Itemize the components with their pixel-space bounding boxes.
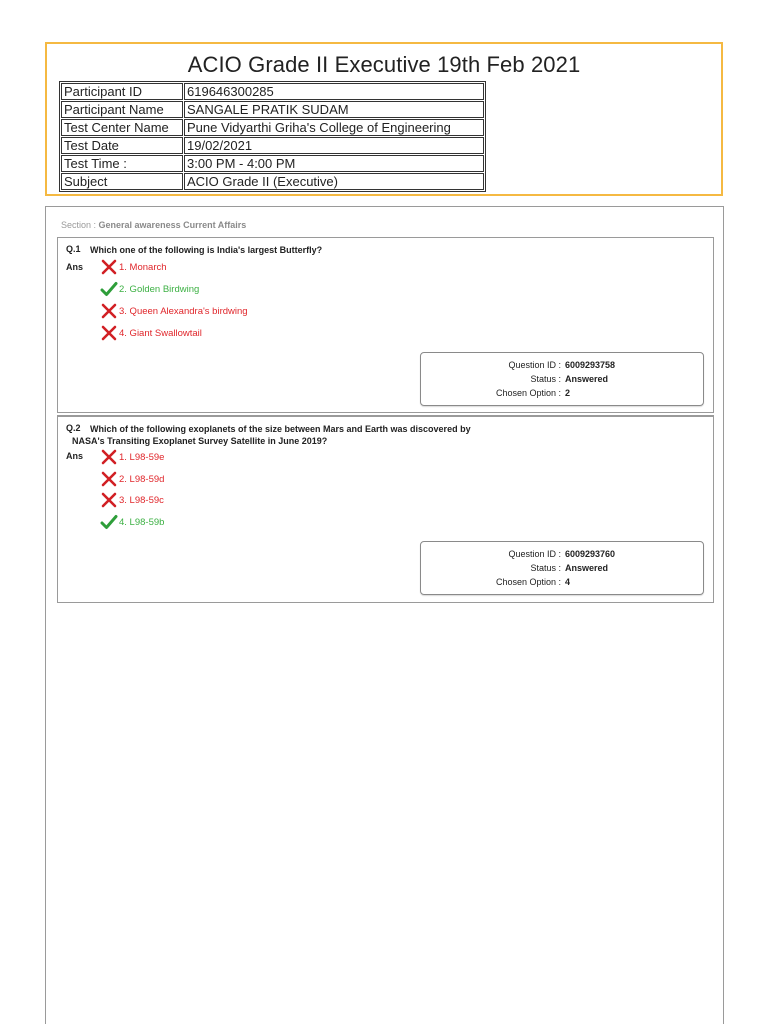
info-value: 3:00 PM - 4:00 PM bbox=[184, 155, 484, 172]
info-value: Pune Vidyarthi Griha's College of Engineering bbox=[184, 119, 484, 136]
option-1 bbox=[100, 449, 164, 465]
cross-icon bbox=[100, 449, 118, 465]
option-text: 4. L98-59b bbox=[119, 516, 165, 528]
check-icon bbox=[100, 281, 118, 297]
cross-icon bbox=[100, 325, 118, 341]
question-section bbox=[45, 206, 724, 1024]
cross-icon bbox=[100, 259, 118, 275]
meta-question-id bbox=[421, 359, 703, 371]
question-meta-box bbox=[420, 352, 704, 406]
meta-label: Chosen Option : bbox=[495, 388, 561, 398]
question-meta-box bbox=[420, 541, 704, 595]
option-3 bbox=[100, 492, 164, 508]
cross-icon bbox=[100, 471, 118, 487]
section-prefix: Section : bbox=[61, 220, 99, 230]
info-row-subject bbox=[61, 173, 484, 190]
option-2 bbox=[100, 281, 199, 297]
info-label: Test Center Name bbox=[61, 119, 183, 136]
option-text: 1. Monarch bbox=[119, 261, 167, 273]
meta-value: 6009293758 bbox=[565, 360, 616, 370]
info-label: Participant Name bbox=[61, 101, 183, 118]
section-label bbox=[61, 220, 246, 230]
meta-value: Answered bbox=[565, 563, 609, 573]
question-text-line-1: Which of the following exoplanets of the size between Mars and Earth was discovered by bbox=[90, 424, 471, 434]
cross-icon bbox=[100, 492, 118, 508]
meta-value: 6009293760 bbox=[565, 549, 616, 559]
info-row-test-time bbox=[61, 155, 484, 172]
ans-label: Ans bbox=[66, 451, 84, 461]
info-value: 19/02/2021 bbox=[184, 137, 484, 154]
info-value: 619646300285 bbox=[184, 83, 484, 100]
option-text: 2. Golden Birdwing bbox=[119, 283, 200, 295]
meta-value: Answered bbox=[565, 374, 609, 384]
meta-status bbox=[421, 373, 703, 385]
meta-label: Status : bbox=[530, 374, 561, 384]
question-text-line-2: NASA's Transiting Exoplanet Survey Satellite in June 2019? bbox=[72, 436, 328, 446]
info-label: Test Date bbox=[61, 137, 183, 154]
question-text: Which one of the following is India's largest Butterfly? bbox=[90, 245, 323, 255]
option-text: 3. Queen Alexandra's birdwing bbox=[119, 305, 248, 317]
ans-label: Ans bbox=[66, 262, 84, 272]
info-label: Test Time : bbox=[61, 155, 183, 172]
meta-label: Question ID : bbox=[508, 360, 561, 370]
meta-label: Status : bbox=[530, 563, 561, 573]
option-text: 1. L98-59e bbox=[119, 451, 165, 463]
option-text: 3. L98-59c bbox=[119, 494, 164, 506]
question-card-2 bbox=[57, 415, 714, 603]
question-number: Q.2 bbox=[66, 423, 81, 433]
option-2 bbox=[100, 471, 164, 487]
meta-value: 2 bbox=[565, 388, 571, 398]
meta-chosen-option bbox=[421, 576, 703, 588]
info-label: Participant ID bbox=[61, 83, 183, 100]
candidate-info-panel bbox=[45, 42, 723, 196]
meta-label: Question ID : bbox=[508, 549, 561, 559]
question-card-1 bbox=[57, 237, 714, 413]
info-row-test-date bbox=[61, 137, 484, 154]
meta-chosen-option bbox=[421, 387, 703, 399]
meta-question-id bbox=[421, 548, 703, 560]
info-row-test-center bbox=[61, 119, 484, 136]
meta-status bbox=[421, 562, 703, 574]
option-text: 2. L98-59d bbox=[119, 473, 165, 485]
candidate-info-table bbox=[59, 81, 486, 192]
info-value: SANGALE PRATIK SUDAM bbox=[184, 101, 484, 118]
info-label: Subject bbox=[61, 173, 183, 190]
question-number: Q.1 bbox=[66, 244, 81, 254]
option-4 bbox=[100, 325, 202, 341]
meta-value: 4 bbox=[565, 577, 571, 587]
info-value: ACIO Grade II (Executive) bbox=[184, 173, 484, 190]
meta-label: Chosen Option : bbox=[495, 577, 561, 587]
section-name: General awareness Current Affairs bbox=[98, 220, 247, 230]
check-icon bbox=[100, 514, 118, 530]
option-1 bbox=[100, 259, 167, 275]
info-row-participant-id bbox=[61, 83, 484, 100]
page-title: ACIO Grade II Executive 19th Feb 2021 bbox=[187, 52, 581, 77]
cross-icon bbox=[100, 303, 118, 319]
option-4 bbox=[100, 514, 164, 530]
option-3 bbox=[100, 303, 248, 319]
option-text: 4. Giant Swallowtail bbox=[119, 327, 202, 339]
info-row-participant-name bbox=[61, 101, 484, 118]
